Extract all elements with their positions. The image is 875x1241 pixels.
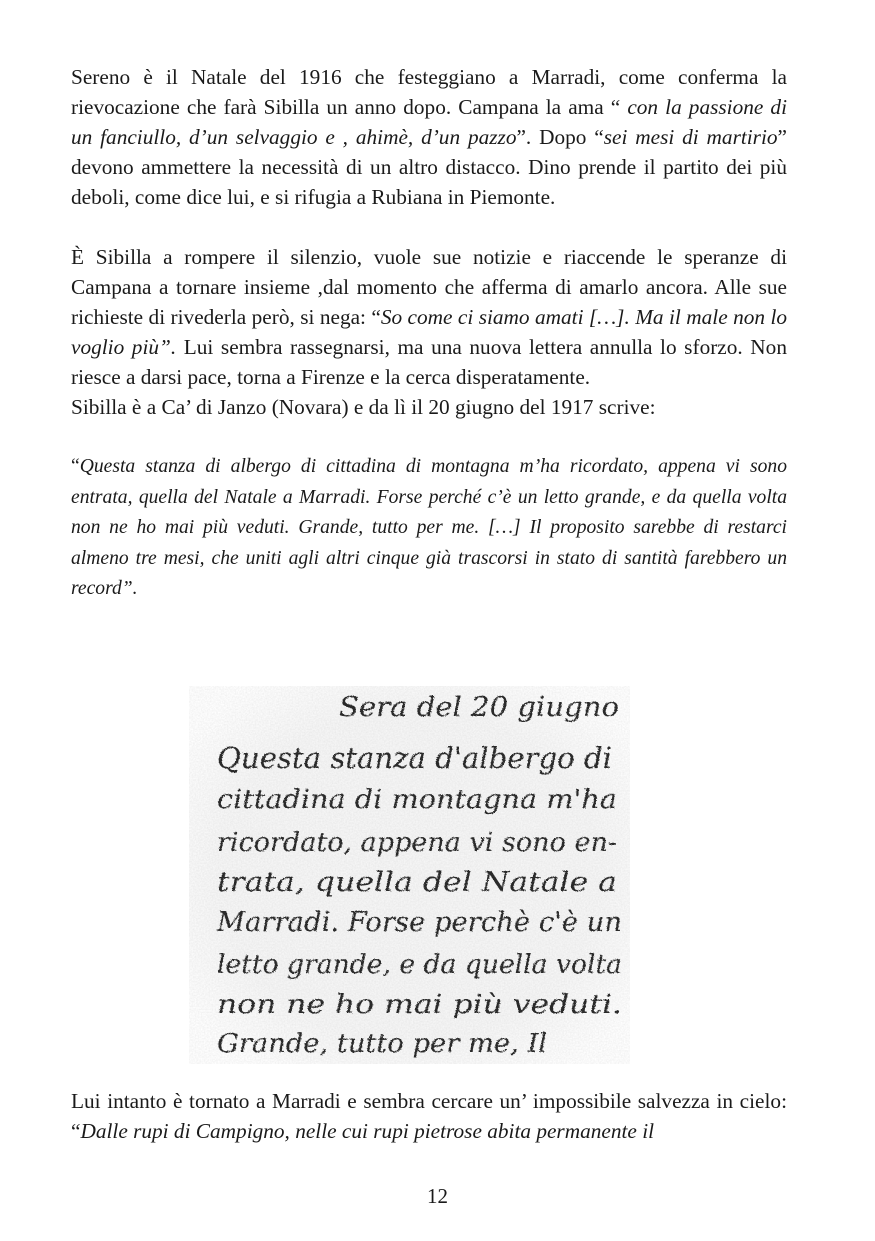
letter-line-6: Marradi. Forse perchè c'è un [215, 907, 623, 938]
paragraph-2: È Sibilla a rompere il silenzio, vuole sue notizie e riaccende le speranze di Campana a tornare insieme ,dal momento che afferma di amarlo ancora. Alle sue richieste di rivederla però, si nega: “So come ci siamo amati […]. Ma il male non lo voglio più”. Lui sembra rassegnarsi, ma una nuova lettera annulla lo sforzo. Non riesce a darsi pace, torna a Firenze e la cerca disperatamente. [71, 245, 788, 389]
letter-line-7: letto grande, e da quella volta [217, 950, 622, 980]
letter-line-5: trata, quella del Natale a [217, 867, 617, 898]
letter-line-4: ricordato, appena vi sono en- [217, 828, 617, 858]
paragraph-3: Sibilla è a Ca’ di Janzo (Novara) e da lì il 20 giugno del 1917 scrive: [71, 395, 656, 419]
handwritten-letter-image [189, 686, 630, 1064]
letter-line-1: Sera del 20 giugno [339, 692, 619, 723]
paragraph-1: Sereno è il Natale del 1916 che festeggiano a Marradi, come conferma la rievocazione che farà Sibilla un anno dopo. Campana la ama “ con la passione di un fanciullo, d’un selvaggio e , ahimè, d’un pazzo”. Dopo “sei mesi di martirio” devono ammettere la necessità di un altro distacco. Dino prende il partito dei più deboli, come dice lui, e si rifugia a Rubiana in Piemonte. [71, 65, 787, 209]
closing-text [71, 1086, 787, 1146]
letter-line-2: Questa stanza d'albergo di [217, 741, 612, 775]
paragraph-4: Lui intanto è tornato a Marradi e sembra cercare un’ impossibile salvezza in cielo: “Dalle rupi di Campigno, nelle cui rupi pietrose abita permanente il [71, 1089, 787, 1143]
page-number: 12 [427, 1184, 448, 1208]
letter-line-8: non ne ho mai più veduti. [217, 990, 622, 1020]
letter-line-9: Grande, tutto per me, Il [217, 1029, 547, 1059]
letter-line-3: cittadina di montagna m'ha [217, 785, 617, 815]
letter-quote: “Questa stanza di albergo di cittadina di montagna m’ha ricordato, appena vi sono entrata, quella del Natale a Marradi. Forse perché c’è un letto grande, e da quella volta non ne ho mai più veduti. Grande, tutto per me. […] Il proposito sarebbe di restarci almeno tre mesi, che uniti agli altri cinque già trascorsi in stato di santità farebbero un record”. [71, 456, 787, 599]
main-text [71, 62, 787, 605]
